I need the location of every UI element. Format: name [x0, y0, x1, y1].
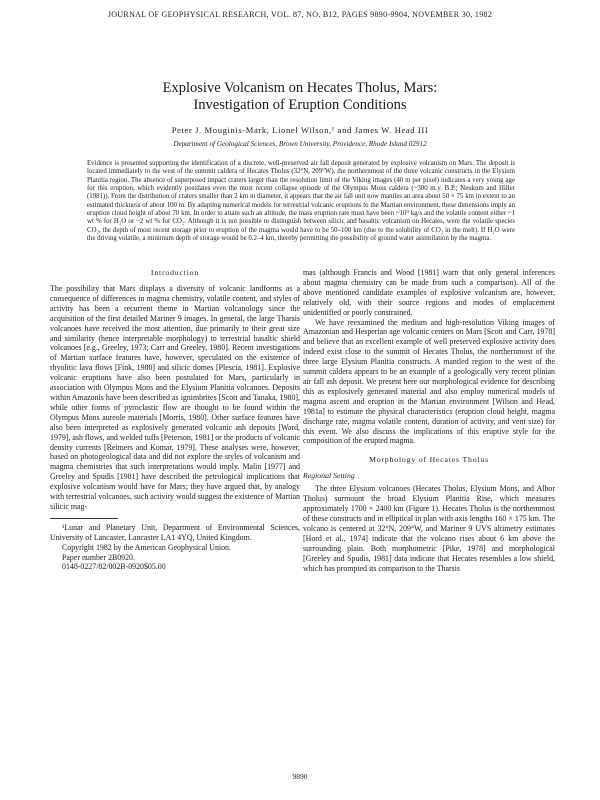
introduction-paragraph-2: We have reexamined the medium and high-resolution Viking images of Amazonian and Hesperian age volcanic centers on Mars [Scott and Carr, 1978] and believe that an excellent example of well preserved explosive activity does indeed exist close to the summit of Hecates Tholus, the northernmost of the three large Elysium Planitia constructs. A mantled region to the west of the summit caldera appears to be an example of a geologically very recent plinian air fall ash deposit. We present here our morphological evidence for describing this as explosively generated material and also employ numerical models of magma ascent and eruption in the Martian environment [Wilson and Head, 1981a] to estimate the physical characteristics (eruption cloud height, magma discharge rate, magma volatile content, duration of activity, and vent size) for this event. We also discuss the implications of this eruptive style for the composition of the erupted magma. — [303, 317, 555, 446]
introduction-paragraph-1-continued: mas (although Francis and Wood [1981] warn that only general inferences about magma chemistry can be made from such a comparison). All of the above mentioned candidate examples of explosive volcanism are, however, relatively old, with their source regions and modes of emplacement unidentified or poorly constrained. — [303, 268, 555, 317]
right-column — [303, 268, 555, 573]
morphology-heading: Morphology of Hecates Tholus — [369, 455, 489, 465]
introduction-heading: Introduction — [150, 268, 200, 277]
author-footnote: ¹Lunar and Planetary Unit, Department of Environmental Sciences, University of Lancaster, Lancaster LA1 4YQ, United Kingdom. — [50, 522, 300, 542]
copyright-notice: Copyright 1982 by the American Geophysical Union. — [62, 542, 231, 552]
issn-code: 0148-0227/82/002B-0920$05.00 — [62, 562, 166, 572]
author-affiliation: Department of Geological Sciences, Brown University, Providence, Rhode Island 02912 — [173, 140, 427, 148]
regional-setting-subheading: Regional Setting — [303, 471, 355, 481]
abstract: Evidence is presented supporting the identification of a discrete, well-preserved air fall deposit generated by explosive volcanism on Mars. The deposit is located immediately to the west of the summit caldera of Hecates Tholus (32°N, 209°W), the northernmost of the three volcanic constructs in the Elysium Planitia region. The absence of superposed impact craters larger than the resolution limit of the Viking images (40 m per pixel) indicates a very young age for this eruption, which evidently postdates even the most recent collapse episode of the Olympus Mons caldera (~300 m.y. B.P.; Neukum and Hiller (1981)). From the distribution of craters smaller than 2 km in diameter, it appears that the air fall unit now mantles an area about 50 × 75 km in extent to an estimated thickness of about 100 m. By adapting numerical models for terrestrial volcanic eruptions to the Martian environment, these dimensions imply an eruption cloud height of about 70 km. In order to attain such an altitude, the mass eruption rate must have been ~10⁹ kg/s and the volatile content either ~1 wt % for H₂O or ~2 wt % for CO₂. Although it is not possible to distinguish between silicic and basaltic volcanism on Hecates, were the volatile species CO₂, the depth of most recent storage prior to eruption of the magma would have to be 50–100 km (due to the solubility of CO₂ in the melt). If H₂O were the driving volatile, a minimum depth of storage would be 0.2–4 km, thereby permitting the possibility of ground water assimilation by the magma. — [87, 160, 515, 243]
footnote-rule — [50, 518, 118, 519]
article-title-line-1: Explosive Volcanism on Hecates Tholus, Mars: — [162, 80, 438, 96]
author-list: Peter J. Mouginis-Mark, Lionel Wilson,¹ and James W. Head III — [171, 125, 429, 135]
regional-setting-paragraph-1: The three Elysium volcanoes (Hecates Tholus, Elysium Mons, and Albor Tholus) surmount the broad Elysium Planitia Rise, which measures approximately 1700 × 2400 km (Figure 1). Hecates Tholus is the northernmost of these constructs and in elliptical in plan with axis lengths 160 × 175 km. The volcano is centered at 32°N, 209°W, and Mariner 9 UVS altimetry estimates [Hord et al., 1974] indicate that the volcano rises about 6 km above the surrounding plain. Both morphometric [Pike, 1978] and morphological [Greeley and Spudis, 1981] data indicate that Hecates resembles a low shield, which has prompted its comparison to the Tharsis — [303, 484, 555, 573]
running-head: JOURNAL OF GEOPHYSICAL RESEARCH, VOL. 87, NO. B12, PAGES 9890-9904, NOVEMBER 30, 1982 — [107, 10, 493, 19]
paper-number: Paper number 2B0920. — [62, 552, 135, 562]
left-column — [50, 268, 300, 572]
introduction-paragraph-1: The possibility that Mars displays a diversity of volcanic landforms as a consequence of differences in magma chemistry, volatile content, and styles of activity has been a recurrent theme in Martian volcanology since the acquisition of the first detailed Mariner 9 images. In general, the large Tharsis volcanoes have received the most attention, due primarily to their great size and similarity (hence interpretable morphology) to terrestrial basaltic shield volcanoes [e.g., Greeley, 1973; Carr and Greeley, 1980]. Recent investigations of Martian surface features have, however, speculated on the existence of rhyolitic lava flows [Fink, 1980] and silicic domes [Plescia, 1981]. Explosive volcanic eruptions have also been postulated for Mars, particularly in association with Olympus Mons and the Elysium Planitia volcanoes. Deposits within Amazonis have been described as ignimbrites [Scott and Tanaka, 1980], while other forms of pyroclastic flow are thought to be found within the Olympus Mons aureole materials [Morris, 1980]. Other surface features have also been interpreted as explosively generated volcanic ash deposits [Ward, 1979], ash flows, and welded tuffs [Peterson, 1981] or the products of volcanic density currents [Reimers and Komar, 1979]. These analyses were, however, based on photogeological data and did not explore the styles of volcanism and magma chemistries that such interpretations would imply. Malin [1977] and Greeley and Spudis [1981] have described the petrological implications that explosive volcanism would have for Mars; they have argued that, by analogy with terrestrial volcanoes, such activity would suggest the existence of Martian silicic mag- — [50, 284, 300, 511]
page-number: 9890 — [292, 772, 308, 781]
article-title-line-2: Investigation of Eruption Conditions — [193, 97, 407, 113]
article-title — [40, 80, 560, 114]
